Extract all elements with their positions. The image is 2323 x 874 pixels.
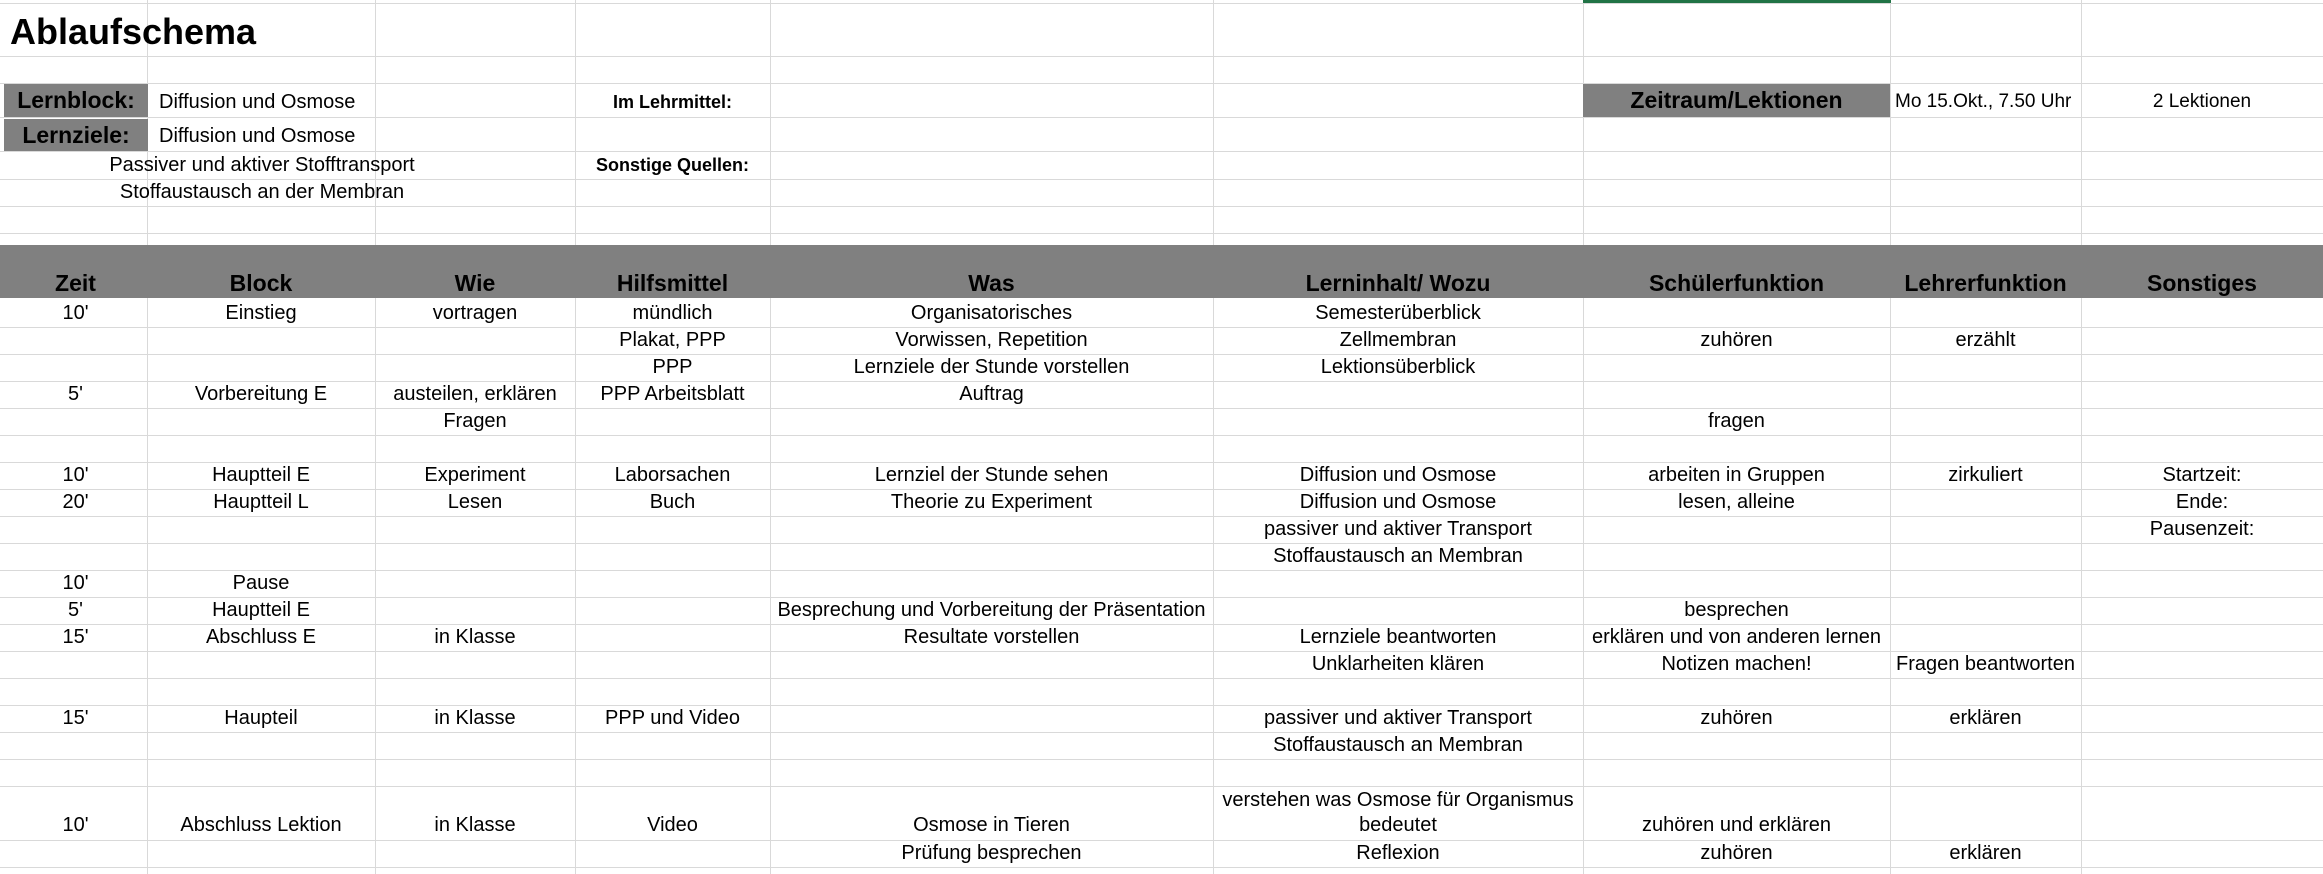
cell-hilfsmittel[interactable]: Buch: [649, 491, 696, 513]
cell-zeit[interactable]: [4, 678, 147, 705]
cell-hilfsmittel[interactable]: [575, 543, 770, 570]
cell-block[interactable]: Abschluss Lektion: [180, 814, 342, 836]
cell-zeit[interactable]: 5': [68, 383, 83, 405]
cell-hilfsmittel[interactable]: PPP Arbeitsblatt: [600, 383, 745, 405]
cell-hilfsmittel[interactable]: [575, 651, 770, 678]
cell-was[interactable]: Osmose in Tieren: [913, 814, 1070, 836]
sheet-title[interactable]: Ablaufschema: [10, 11, 257, 52]
cell-lerninhalt[interactable]: [1213, 759, 1583, 786]
cell-sonstiges[interactable]: [2081, 381, 2323, 408]
cell-wie[interactable]: [375, 354, 575, 381]
cell-sonstiges[interactable]: [2081, 597, 2323, 624]
lehrmittel-label[interactable]: Im Lehrmittel:: [612, 91, 732, 112]
header-wie[interactable]: Wie: [454, 269, 496, 296]
cell-lehrerfunktion[interactable]: [1890, 300, 2081, 327]
cell-sonstiges[interactable]: [2081, 732, 2323, 759]
cell-was[interactable]: [770, 759, 1213, 786]
cell-schuelerfunktion[interactable]: [1583, 354, 1890, 381]
cell-wie[interactable]: Lesen: [447, 491, 503, 513]
cell-zeit[interactable]: 10': [62, 302, 89, 324]
row-gridline: [0, 867, 2323, 868]
cell-zeit[interactable]: 10': [62, 464, 89, 486]
cell-zeit[interactable]: [4, 732, 147, 759]
lernziele-label[interactable]: Lernziele:: [22, 121, 130, 148]
cell-was[interactable]: Lernziel der Stunde sehen: [874, 464, 1109, 486]
cell-was[interactable]: Lernziele der Stunde vorstellen: [853, 356, 1130, 378]
cell-sonstiges[interactable]: [2081, 678, 2323, 705]
cell-was[interactable]: [770, 651, 1213, 678]
cell-zeit[interactable]: [4, 435, 147, 462]
cell-zeit[interactable]: [4, 408, 147, 435]
cell-schuelerfunktion[interactable]: [1583, 435, 1890, 462]
cell-block[interactable]: Hauptteil L: [213, 491, 309, 513]
header-lehrerfunktion[interactable]: Lehrerfunktion: [1904, 269, 2067, 296]
cell-block[interactable]: Pause: [232, 572, 290, 594]
cell-wie[interactable]: Experiment: [424, 464, 526, 486]
cell-was[interactable]: [770, 570, 1213, 597]
cell-lehrerfunktion[interactable]: erklären: [1949, 842, 2022, 864]
cell-lehrerfunktion[interactable]: [1890, 354, 2081, 381]
cell-schuelerfunktion[interactable]: [1583, 300, 1890, 327]
cell-wie[interactable]: [375, 570, 575, 597]
cell-sonstiges[interactable]: [2081, 543, 2323, 570]
cell-sonstiges[interactable]: [2081, 570, 2323, 597]
cell-lehrerfunktion[interactable]: [1890, 543, 2081, 570]
cell-wie[interactable]: vortragen: [432, 302, 518, 324]
cell-zeit[interactable]: 10': [62, 814, 89, 836]
cell-zeit[interactable]: [4, 840, 147, 867]
cell-block[interactable]: [147, 435, 375, 462]
cell-wie[interactable]: [375, 840, 575, 867]
cell-wie[interactable]: [375, 435, 575, 462]
cell-zeit[interactable]: 10': [62, 572, 89, 594]
cell-hilfsmittel[interactable]: [575, 570, 770, 597]
cell-sonstiges[interactable]: Startzeit:: [2162, 464, 2242, 486]
cell-hilfsmittel[interactable]: [575, 678, 770, 705]
cell-schuelerfunktion[interactable]: [1583, 678, 1890, 705]
cell-block[interactable]: Einstieg: [225, 302, 297, 324]
cell-wie[interactable]: in Klasse: [434, 707, 516, 729]
cell-lerninhalt[interactable]: [1213, 678, 1583, 705]
cell-lerninhalt[interactable]: Stoffaustausch an Membran: [1273, 545, 1523, 567]
cell-hilfsmittel[interactable]: [575, 840, 770, 867]
cell-lerninhalt[interactable]: [1213, 381, 1583, 408]
cell-was[interactable]: Besprechung und Vorbereitung der Präsentation: [777, 599, 1206, 621]
cell-zeit[interactable]: 15': [62, 707, 89, 729]
cell-wie[interactable]: [375, 516, 575, 543]
cell-hilfsmittel[interactable]: Plakat, PPP: [619, 329, 726, 351]
cell-was[interactable]: [770, 678, 1213, 705]
cell-was[interactable]: [770, 732, 1213, 759]
cell-schuelerfunktion[interactable]: lesen, alleine: [1678, 491, 1795, 513]
cell-schuelerfunktion[interactable]: [1583, 543, 1890, 570]
cell-hilfsmittel[interactable]: [575, 516, 770, 543]
cell-block[interactable]: [147, 678, 375, 705]
cell-sonstiges[interactable]: [2081, 327, 2323, 354]
cell-was[interactable]: [770, 516, 1213, 543]
cell-sonstiges[interactable]: [2081, 624, 2323, 651]
quellen-label[interactable]: Sonstige Quellen:: [595, 155, 750, 175]
zeitraum-label[interactable]: Zeitraum/Lektionen: [1630, 87, 1843, 113]
cell-was[interactable]: Auftrag: [959, 383, 1024, 405]
cell-hilfsmittel[interactable]: mündlich: [632, 302, 713, 324]
cell-lerninhalt[interactable]: Stoffaustausch an Membran: [1273, 734, 1523, 756]
cell-lehrerfunktion[interactable]: [1890, 435, 2081, 462]
cell-zeit[interactable]: 5': [68, 599, 83, 621]
cell-hilfsmittel[interactable]: [575, 597, 770, 624]
cell-block[interactable]: Vorbereitung E: [194, 383, 328, 405]
cell-was[interactable]: [770, 408, 1213, 435]
lernziele-line3[interactable]: Stoffaustausch an der Membran: [119, 181, 405, 203]
cell-zeit[interactable]: 15': [62, 626, 89, 648]
cell-hilfsmittel[interactable]: [575, 759, 770, 786]
cell-hilfsmittel[interactable]: PPP: [652, 356, 693, 378]
zeitraum-lektionen[interactable]: 2 Lektionen: [2152, 91, 2252, 112]
cell-block[interactable]: [147, 354, 375, 381]
cell-lehrerfunktion[interactable]: Fragen beantworten: [1895, 653, 2075, 675]
cell-schuelerfunktion[interactable]: [1583, 732, 1890, 759]
cell-wie[interactable]: Fragen: [443, 410, 507, 432]
cell-lerninhalt[interactable]: Lektionsüberblick: [1320, 356, 1476, 378]
cell-sonstiges[interactable]: Pausenzeit:: [2149, 518, 2255, 540]
cell-lerninhalt[interactable]: Lernziele beantworten: [1299, 626, 1497, 648]
cell-zeit[interactable]: 20': [62, 491, 89, 513]
cell-zeit[interactable]: [4, 354, 147, 381]
cell-schuelerfunktion[interactable]: [1583, 516, 1890, 543]
header-lerninhalt[interactable]: Lerninhalt/ Wozu: [1305, 269, 1491, 296]
cell-sonstiges[interactable]: [2081, 408, 2323, 435]
cell-was[interactable]: Resultate vorstellen: [903, 626, 1080, 648]
cell-hilfsmittel[interactable]: [575, 624, 770, 651]
cell-block[interactable]: [147, 651, 375, 678]
cell-lehrerfunktion[interactable]: [1890, 759, 2081, 786]
lernziele-line2[interactable]: Passiver und aktiver Stofftransport: [109, 154, 415, 176]
cell-schuelerfunktion[interactable]: besprechen: [1684, 599, 1789, 621]
cell-lehrerfunktion[interactable]: [1890, 489, 2081, 516]
cell-sonstiges[interactable]: [2081, 651, 2323, 678]
cell-hilfsmittel[interactable]: Laborsachen: [614, 464, 731, 486]
cell-schuelerfunktion[interactable]: arbeiten in Gruppen: [1648, 464, 1825, 486]
cell-lerninhalt[interactable]: [1213, 435, 1583, 462]
cell-lerninhalt[interactable]: passiver und aktiver Transport: [1264, 707, 1532, 729]
cell-schuelerfunktion[interactable]: erklären und von anderen lernen: [1591, 626, 1882, 648]
cell-schuelerfunktion[interactable]: zuhören: [1700, 842, 1773, 864]
header-hilfsmittel[interactable]: Hilfsmittel: [616, 269, 729, 296]
lernziele-value[interactable]: Diffusion und Osmose: [159, 124, 356, 147]
header-sonstiges[interactable]: Sonstiges: [2147, 269, 2257, 296]
cell-lehrerfunktion[interactable]: [1890, 624, 2081, 651]
cell-wie[interactable]: [375, 543, 575, 570]
cell-hilfsmittel[interactable]: [575, 435, 770, 462]
cell-block[interactable]: Haupteil: [224, 707, 298, 729]
cell-lehrerfunktion[interactable]: [1890, 408, 2081, 435]
cell-schuelerfunktion[interactable]: Notizen machen!: [1661, 653, 1812, 675]
cell-zeit[interactable]: [4, 516, 147, 543]
lernblock-value[interactable]: Diffusion und Osmose: [159, 90, 356, 113]
cell-hilfsmittel[interactable]: Video: [647, 814, 698, 836]
cell-block[interactable]: [147, 327, 375, 354]
cell-lehrerfunktion[interactable]: erklären: [1949, 707, 2022, 729]
cell-lerninhalt[interactable]: Zellmembran: [1339, 329, 1457, 351]
zeitraum-date[interactable]: Mo 15.Okt., 7.50 Uhr: [1895, 91, 2072, 112]
cell-lehrerfunktion[interactable]: [1890, 516, 2081, 543]
cell-lerninhalt[interactable]: verstehen was Osmose für Organismus bedeutet: [1222, 789, 1574, 836]
cell-lehrerfunktion[interactable]: [1890, 570, 2081, 597]
cell-block[interactable]: [147, 732, 375, 759]
cell-hilfsmittel[interactable]: PPP und Video: [605, 707, 740, 729]
cell-lerninhalt[interactable]: passiver und aktiver Transport: [1264, 518, 1532, 540]
cell-wie[interactable]: [375, 678, 575, 705]
cell-was[interactable]: [770, 543, 1213, 570]
cell-hilfsmittel[interactable]: [575, 732, 770, 759]
cell-schuelerfunktion[interactable]: zuhören: [1700, 707, 1773, 729]
cell-schuelerfunktion[interactable]: zuhören: [1700, 329, 1773, 351]
cell-sonstiges[interactable]: [2081, 300, 2323, 327]
cell-was[interactable]: Organisatorisches: [910, 302, 1073, 324]
cell-block[interactable]: Hauptteil E: [212, 464, 310, 486]
cell-lerninhalt[interactable]: Diffusion und Osmose: [1299, 491, 1497, 513]
cell-was[interactable]: [770, 705, 1213, 732]
cell-lehrerfunktion[interactable]: [1890, 732, 2081, 759]
header-was[interactable]: Was: [968, 269, 1015, 296]
cell-lehrerfunktion[interactable]: [1890, 597, 2081, 624]
cell-sonstiges[interactable]: [2081, 786, 2323, 840]
cell-lehrerfunktion[interactable]: zirkuliert: [1948, 464, 2023, 486]
cell-lerninhalt[interactable]: [1213, 597, 1583, 624]
cell-zeit[interactable]: [4, 759, 147, 786]
lernblock-label[interactable]: Lernblock:: [17, 87, 135, 113]
cell-wie[interactable]: [375, 651, 575, 678]
cell-lehrerfunktion[interactable]: erzählt: [1955, 329, 2016, 351]
cell-block[interactable]: Hauptteil E: [212, 599, 310, 621]
cell-was[interactable]: Vorwissen, Repetition: [895, 329, 1088, 351]
cell-wie[interactable]: austeilen, erklären: [393, 383, 557, 405]
header-block[interactable]: Block: [229, 269, 293, 296]
cell-block[interactable]: [147, 516, 375, 543]
cell-block[interactable]: Abschluss E: [205, 626, 317, 648]
cell-lerninhalt[interactable]: Semesterüberblick: [1315, 302, 1481, 324]
cell-sonstiges[interactable]: Ende:: [2175, 491, 2229, 513]
cell-block[interactable]: [147, 408, 375, 435]
cell-wie[interactable]: in Klasse: [434, 814, 516, 836]
cell-wie[interactable]: [375, 759, 575, 786]
cell-schuelerfunktion[interactable]: [1583, 381, 1890, 408]
cell-zeit[interactable]: [4, 543, 147, 570]
cell-lehrerfunktion[interactable]: [1890, 678, 2081, 705]
cell-schuelerfunktion[interactable]: [1583, 570, 1890, 597]
cell-lerninhalt[interactable]: Diffusion und Osmose: [1299, 464, 1497, 486]
header-schuelerfunktion[interactable]: Schülerfunktion: [1648, 269, 1825, 296]
cell-lerninhalt[interactable]: [1213, 408, 1583, 435]
cell-lehrerfunktion[interactable]: [1890, 381, 2081, 408]
cell-lerninhalt[interactable]: [1213, 570, 1583, 597]
cell-hilfsmittel[interactable]: [575, 408, 770, 435]
cell-lerninhalt[interactable]: Reflexion: [1356, 842, 1440, 864]
cell-was[interactable]: Prüfung besprechen: [901, 842, 1082, 864]
active-cell-indicator: [1583, 0, 1891, 3]
cell-sonstiges[interactable]: [2081, 759, 2323, 786]
cell-sonstiges[interactable]: [2081, 435, 2323, 462]
cell-sonstiges[interactable]: [2081, 840, 2323, 867]
cell-wie[interactable]: [375, 732, 575, 759]
cell-zeit[interactable]: [4, 651, 147, 678]
cell-block[interactable]: [147, 543, 375, 570]
cell-block[interactable]: [147, 759, 375, 786]
cell-sonstiges[interactable]: [2081, 354, 2323, 381]
cell-was[interactable]: [770, 435, 1213, 462]
cell-lehrerfunktion[interactable]: [1890, 786, 2081, 840]
cell-zeit[interactable]: [4, 327, 147, 354]
cell-block[interactable]: [147, 840, 375, 867]
cell-sonstiges[interactable]: [2081, 705, 2323, 732]
cell-lerninhalt[interactable]: Unklarheiten klären: [1311, 653, 1485, 675]
cell-wie[interactable]: in Klasse: [434, 626, 516, 648]
cell-wie[interactable]: [375, 327, 575, 354]
cell-schuelerfunktion[interactable]: [1583, 759, 1890, 786]
cell-schuelerfunktion[interactable]: fragen: [1708, 410, 1765, 432]
cell-schuelerfunktion[interactable]: zuhören und erklären: [1641, 814, 1831, 836]
cell-wie[interactable]: [375, 597, 575, 624]
cell-was[interactable]: Theorie zu Experiment: [890, 491, 1093, 513]
header-zeit[interactable]: Zeit: [55, 269, 96, 296]
